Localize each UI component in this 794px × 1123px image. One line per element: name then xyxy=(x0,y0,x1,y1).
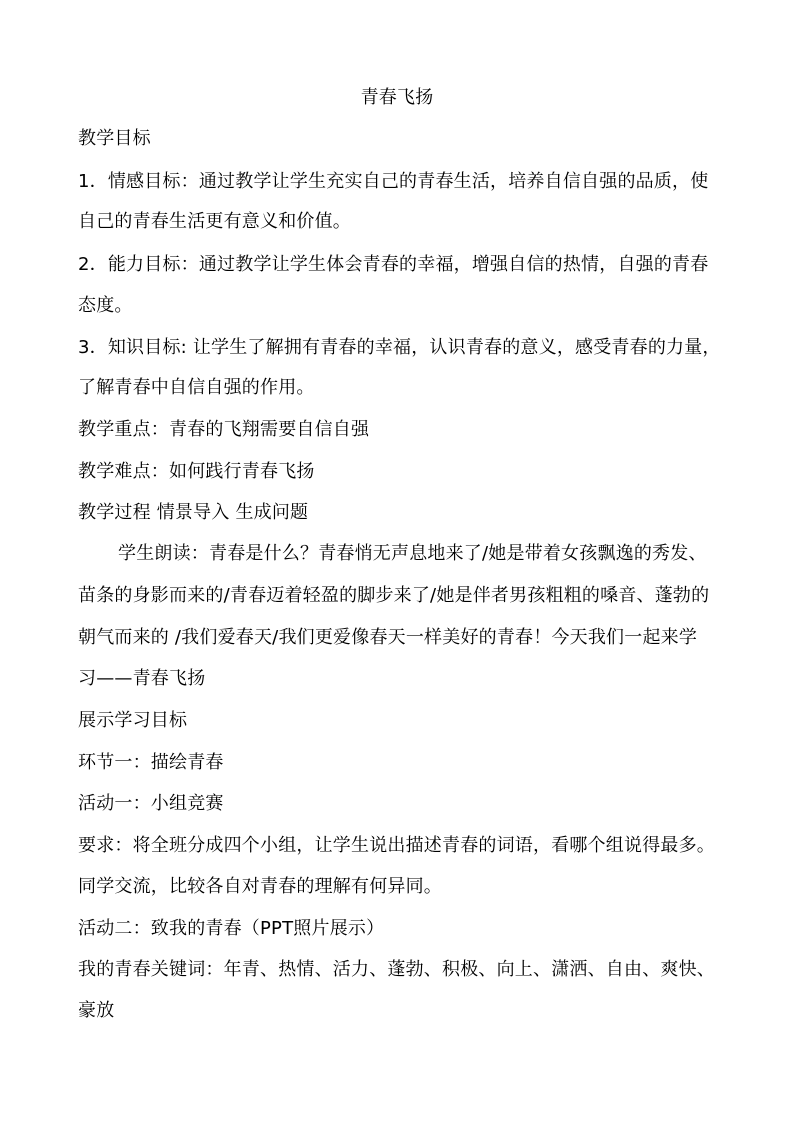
section-heading-teaching-goals: 教学目标 xyxy=(78,128,151,149)
goal-1-line-2: 自己的青春生活更有意义和价值。 xyxy=(78,211,351,232)
keywords-line-1: 我的青春关键词：年青、热情、活力、蓬勃、积极、向上、潇洒、自由、爽快、 xyxy=(78,959,715,980)
reading-paragraph-line-2: 苗条的身影而来的/青春迈着轻盈的脚步来了/她是伴者男孩粗粗的嗓音、蓬勃的 xyxy=(78,585,710,606)
activity-two-heading: 活动二：致我的青春（PPT照片展示） xyxy=(78,918,385,939)
reading-paragraph-line-1: 学生朗读：青春是什么？青春悄无声息地来了/她是带着女孩飘逸的秀发、 xyxy=(118,543,707,564)
reading-paragraph-line-4: 习——青春飞扬 xyxy=(78,668,206,689)
keywords-line-2: 豪放 xyxy=(78,1000,115,1021)
section-one-heading: 环节一：描绘青春 xyxy=(78,752,224,773)
activity-one-requirement-line-2: 同学交流，比较各自对青春的理解有何异同。 xyxy=(78,876,442,897)
teaching-process-heading: 教学过程 情景导入 生成问题 xyxy=(78,502,309,523)
activity-one-heading: 活动一：小组竞赛 xyxy=(78,793,224,814)
teaching-difficulty: 教学难点：如何践行青春飞扬 xyxy=(78,461,315,482)
goal-2-line-2: 态度。 xyxy=(78,295,133,316)
show-learning-goals: 展示学习目标 xyxy=(78,710,188,731)
goal-1-line-1: 1．情感目标：通过教学让学生充实自己的青春生活，培养自信自强的品质，使 xyxy=(78,171,709,192)
goal-2-line-1: 2．能力目标：通过教学让学生体会青春的幸福，增强自信的热情，自强的青春 xyxy=(78,254,709,275)
reading-paragraph-line-3: 朝气而来的 /我们爱春天/我们更爱像春天一样美好的青春！今天我们一起来学 xyxy=(78,627,698,648)
activity-one-requirement-line-1: 要求：将全班分成四个小组，让学生说出描述青春的词语，看哪个组说得最多。 xyxy=(78,835,715,856)
goal-3-line-2: 了解青春中自信自强的作用。 xyxy=(78,377,315,398)
document-title: 青春飞扬 xyxy=(360,87,434,108)
teaching-key-point: 教学重点：青春的飞翔需要自信自强 xyxy=(78,419,370,440)
goal-3-line-1: 3．知识目标: 让学生了解拥有青春的幸福，认识青春的意义，感受青春的力量， xyxy=(78,337,721,358)
